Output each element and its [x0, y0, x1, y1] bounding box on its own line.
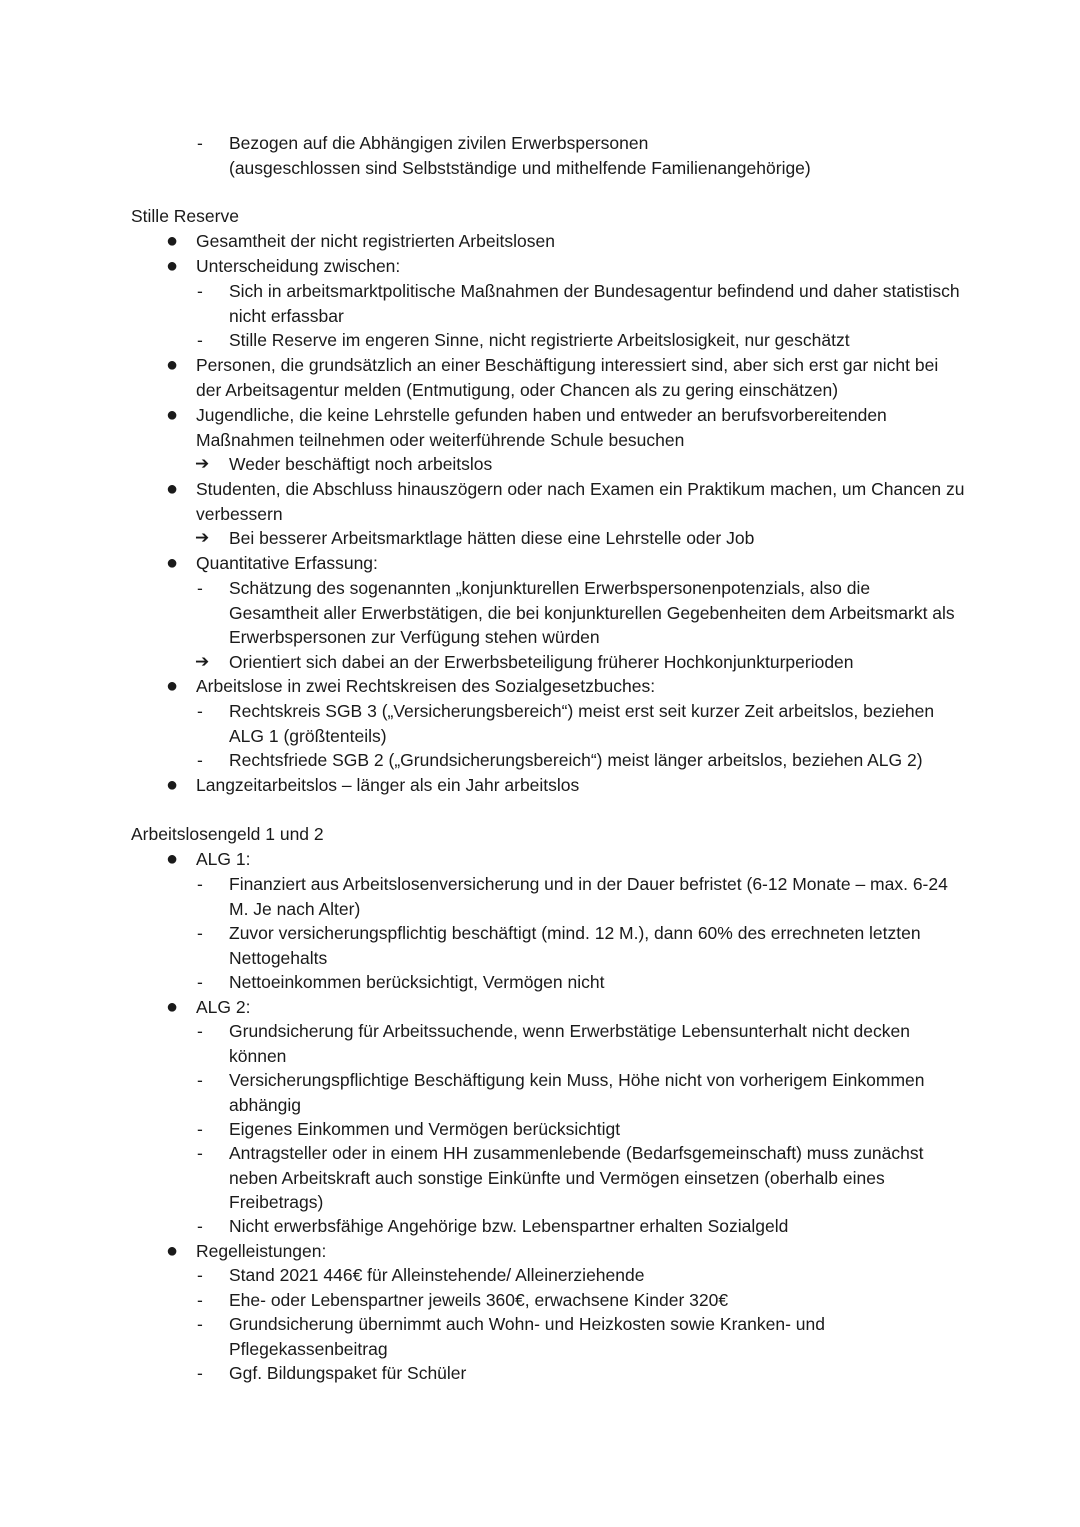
list-item: - Antragsteller oder in einem HH zusammenlebende (Bedarfsgemeinschaft) muss zunächst neben Arbeitskraft auch sonstige Einkünfte und Vermögen einsetzen (oberhalb eines Freibetrags) [197, 1143, 924, 1212]
section-heading: Arbeitslosengeld 1 und 2 [131, 824, 324, 844]
list-item: ● Gesamtheit der nicht registrierten Arbeitslosen [166, 230, 555, 252]
list-item: ● Langzeitarbeitslos – länger als ein Jahr arbeitslos [166, 774, 580, 796]
dash-marker: - [197, 750, 203, 770]
bullet-marker: ● [166, 230, 179, 252]
arrow-icon: ➔ [195, 652, 210, 671]
list-item: - Grundsicherung übernimmt auch Wohn- und Heizkosten sowie Kranken- und Pflegekassenbeitrag [197, 1314, 825, 1359]
list-item: - Zuvor versicherungspflichtig beschäftigt (mind. 12 M.), dann 60% des errechneten letzten Nettogehalts [197, 923, 921, 968]
dash-marker: - [197, 330, 203, 350]
list-item: - Stille Reserve im engeren Sinne, nicht registrierte Arbeitslosigkeit, nur geschätzt [229, 328, 964, 353]
list-item: ● ALG 1: [166, 848, 251, 870]
list-item: - Nicht erwerbsfähige Angehörige bzw. Lebenspartner erhalten Sozialgeld [229, 1214, 964, 1239]
bullet-marker: ● [166, 255, 179, 277]
bullet-marker: ● [166, 1240, 179, 1262]
dash-marker: - [197, 281, 203, 301]
dash-marker: - [197, 1363, 203, 1383]
arrow-icon: ➔ [195, 454, 210, 473]
list-item: - Versicherungspflichtige Beschäftigung kein Muss, Höhe nicht von vorherigem Einkommen abhängig [197, 1070, 925, 1115]
bullet-marker: ● [166, 478, 179, 500]
arrow-icon: ➔ [195, 528, 210, 547]
dash-marker: - [197, 1070, 203, 1090]
dash-marker: - [197, 578, 203, 598]
list-item: ● Quantitative Erfassung: [166, 552, 378, 574]
bullet-marker: ● [166, 996, 179, 1018]
list-item: - Finanziert aus Arbeitslosenversicherung und in der Dauer befristet (6-12 Monate – max. 6-24 M. Je nach Alter) [197, 874, 948, 919]
list-item: ● Personen, die grundsätzlich an einer Beschäftigung interessiert sind, aber sich erst gar nicht bei der Arbeitsagentur melden (Entmutigung, oder Chancen als zu gering einschätzen) [166, 354, 939, 400]
list-item: - Rechtsfriede SGB 2 („Grundsicherungsbereich“) meist länger arbeitslos, beziehen ALG 2) [229, 748, 964, 773]
dash-marker: - [197, 1021, 203, 1041]
dash-marker: - [197, 972, 203, 992]
list-item: - Rechtskreis SGB 3 („Versicherungsbereich“) meist erst seit kurzer Zeit arbeitslos, beziehen ALG 1 (größtenteils) [197, 701, 935, 746]
section-heading: Stille Reserve [131, 206, 239, 226]
list-item: - Stand 2021 446€ für Alleinstehende/ Alleinerziehende [229, 1263, 964, 1288]
dash-marker: - [197, 1314, 203, 1334]
dash-marker: - [197, 1216, 203, 1236]
dash-marker: - [197, 874, 203, 894]
list-item: ● Regelleistungen: [166, 1240, 327, 1262]
list-item: - Nettoeinkommen berücksichtigt, Vermögen nicht [229, 970, 964, 995]
dash-marker: - [197, 1265, 203, 1285]
dash-marker: - [197, 1119, 203, 1139]
list-item: ● Jugendliche, die keine Lehrstelle gefunden haben und entweder an berufsvorbereitenden Maßnahmen teilnehmen oder weiterführende Schule besuchen [166, 404, 887, 450]
bullet-marker: ● [166, 848, 179, 870]
list-item: ● Arbeitslose in zwei Rechtskreisen des Sozialgesetzbuches: [166, 675, 656, 697]
bullet-marker: ● [166, 675, 179, 697]
list-item: - Ggf. Bildungspaket für Schüler [229, 1361, 964, 1386]
list-item: ➔ Orientiert sich dabei an der Erwerbsbeteiligung früherer Hochkonjunkturperioden [229, 650, 964, 675]
list-item: - Ehe- oder Lebenspartner jeweils 360€, erwachsene Kinder 320€ [229, 1288, 964, 1313]
list-item: ● Unterscheidung zwischen: [166, 255, 401, 277]
dash-marker: - [197, 1143, 203, 1163]
list-item: - Bezogen auf die Abhängigen zivilen Erwerbspersonen (ausgeschlossen sind Selbstständige und mithelfende Familienangehörige) [197, 133, 811, 178]
bullet-marker: ● [166, 404, 179, 426]
list-item: ➔ Weder beschäftigt noch arbeitslos [229, 452, 964, 477]
list-item: ➔ Bei besserer Arbeitsmarktlage hätten diese eine Lehrstelle oder Job [229, 526, 964, 551]
list-item: - Grundsicherung für Arbeitssuchende, wenn Erwerbstätige Lebensunterhalt nicht decken können [197, 1021, 910, 1066]
dash-marker: - [197, 1290, 203, 1310]
bullet-marker: ● [166, 552, 179, 574]
list-item: ● Studenten, die Abschluss hinauszögern oder nach Examen ein Praktikum machen, um Chancen zu verbessern [166, 478, 965, 524]
list-item: ● ALG 2: [166, 996, 251, 1018]
bullet-marker: ● [166, 774, 179, 796]
dash-marker: - [197, 923, 203, 943]
bullet-marker: ● [166, 354, 179, 376]
list-item: - Schätzung des sogenannten „konjunkturellen Erwerbspersonenpotenzials, also die Gesamtheit aller Erwerbstätigen, die bei konjunkturellen Gegebenheiten dem Arbeitsmarkt als Erwerbspersonen zur Verfügung stehen würden [197, 578, 955, 647]
list-item: - Sich in arbeitsmarktpolitische Maßnahmen der Bundesagentur befindend und daher statistisch nicht erfassbar [197, 281, 960, 326]
dash-marker: - [197, 133, 203, 153]
dash-marker: - [197, 701, 203, 721]
list-item: - Eigenes Einkommen und Vermögen berücksichtigt [229, 1117, 964, 1142]
